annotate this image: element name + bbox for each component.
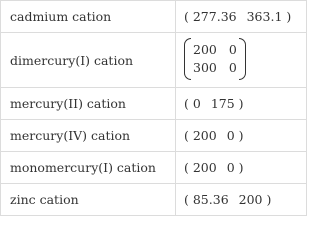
matrix-cell: 200 — [193, 41, 217, 57]
vector-component: 200 — [238, 192, 263, 207]
matrix-grid — [191, 38, 239, 80]
vector-value: ( 200 0 ) — [184, 128, 244, 143]
vector-component: 363.1 — [246, 9, 283, 24]
table-row — [1, 184, 307, 216]
vector-component: 0 — [226, 160, 235, 175]
matrix-cell: 0 — [228, 41, 237, 57]
table-row — [1, 33, 307, 88]
row-value — [176, 33, 307, 88]
right-paren — [239, 38, 246, 80]
vector-component: 175 — [210, 96, 235, 111]
table-row — [1, 1, 307, 33]
row-label: dimercury(I) cation — [1, 33, 176, 88]
vector-value: ( 85.36 200 ) — [184, 192, 272, 207]
vector-value: ( 0 175 ) — [184, 96, 244, 111]
table-row — [1, 120, 307, 152]
vector-component: 200 — [192, 160, 217, 175]
row-label: cadmium cation — [1, 1, 176, 33]
table-row — [1, 152, 307, 184]
row-label: mercury(IV) cation — [1, 120, 176, 152]
row-value — [176, 88, 307, 120]
row-label: zinc cation — [1, 184, 176, 216]
vector-component: 0 — [226, 128, 235, 143]
row-value — [176, 152, 307, 184]
matrix-cell: 0 — [228, 59, 237, 75]
vector-value: ( 277.36 363.1 ) — [184, 9, 292, 24]
vector-component: 200 — [192, 128, 217, 143]
vector-value: ( 200 0 ) — [184, 160, 244, 175]
row-value — [176, 184, 307, 216]
row-value — [176, 1, 307, 33]
vector-component: 277.36 — [192, 9, 237, 24]
matrix-value — [184, 38, 246, 80]
row-label: mercury(II) cation — [1, 88, 176, 120]
vector-component: 85.36 — [192, 192, 229, 207]
vector-component: 0 — [192, 96, 201, 111]
table-row — [1, 88, 307, 120]
left-paren — [184, 38, 191, 80]
matrix-cell: 300 — [193, 59, 217, 75]
row-label: monomercury(I) cation — [1, 152, 176, 184]
row-value — [176, 120, 307, 152]
